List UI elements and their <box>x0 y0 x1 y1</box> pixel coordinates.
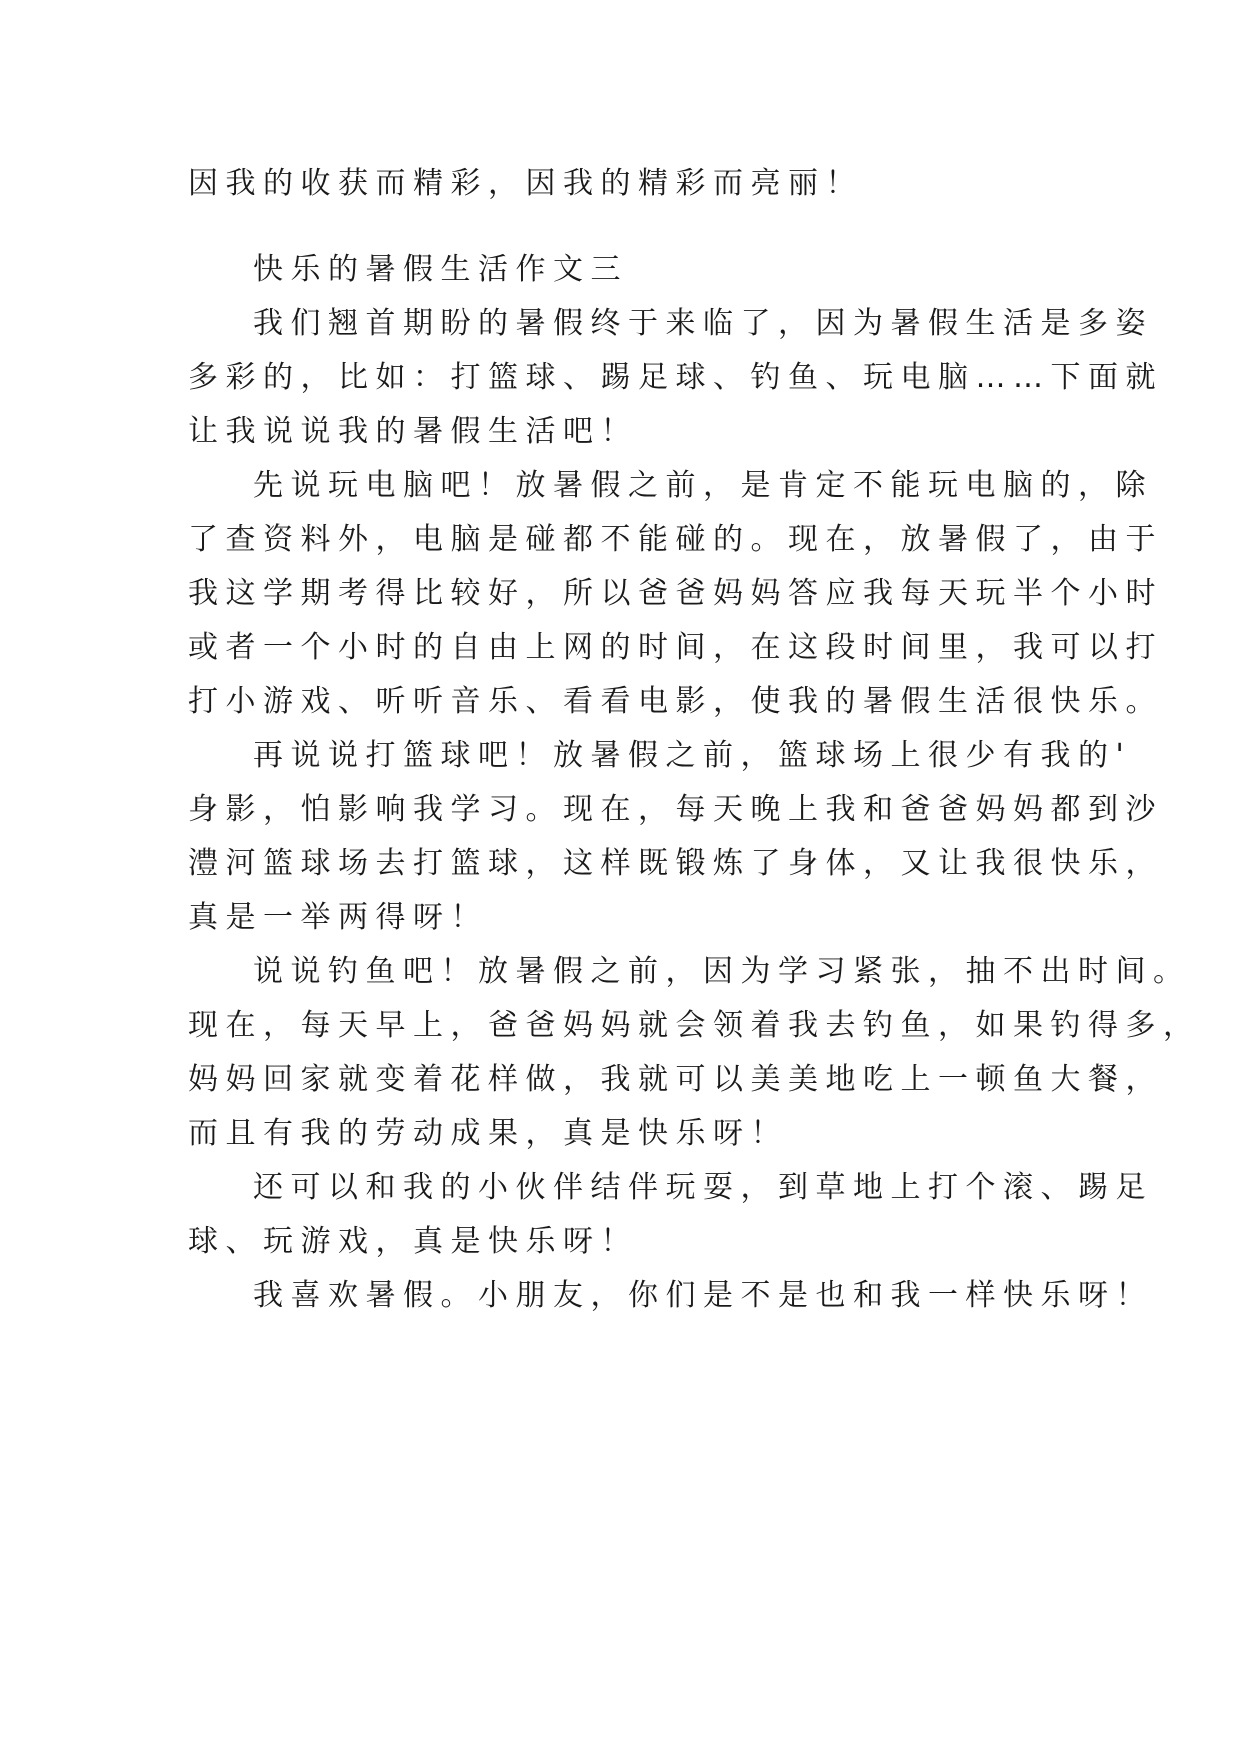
paragraph-5-line-2: 球、玩游戏，真是快乐呀！ <box>188 1224 638 1259</box>
essay-title: 快乐的暑假生活作文三 <box>253 252 628 287</box>
paragraph-3-line-2: 身影，怕影响我学习。现在，每天晚上我和爸爸妈妈都到沙 <box>188 792 1163 827</box>
paragraph-1-line-2: 多彩的，比如：打篮球、踢足球、钓鱼、玩电脑……下面就 <box>188 360 1163 395</box>
paragraph-1-line-1: 我们翘首期盼的暑假终于来临了，因为暑假生活是多姿 <box>253 306 1153 341</box>
text-line-closing: 因我的收获而精彩，因我的精彩而亮丽！ <box>188 166 863 201</box>
paragraph-2-line-1: 先说玩电脑吧！放暑假之前，是肯定不能玩电脑的，除 <box>253 468 1153 503</box>
paragraph-5-line-1: 还可以和我的小伙伴结伴玩耍，到草地上打个滚、踢足 <box>253 1170 1153 1205</box>
paragraph-4-line-3: 妈妈回家就变着花样做，我就可以美美地吃上一顿鱼大餐， <box>188 1062 1163 1097</box>
paragraph-2-line-5: 打小游戏、听听音乐、看看电影，使我的暑假生活很快乐。 <box>188 684 1163 719</box>
paragraph-3-line-1: 再说说打篮球吧！放暑假之前，篮球场上很少有我的' <box>253 738 1132 773</box>
paragraph-3-line-4: 真是一举两得呀！ <box>188 900 488 935</box>
paragraph-3-line-3: 澧河篮球场去打篮球，这样既锻炼了身体，又让我很快乐， <box>188 846 1163 881</box>
paragraph-4-line-1: 说说钓鱼吧！放暑假之前，因为学习紧张，抽不出时间。 <box>253 954 1191 989</box>
paragraph-4-line-4: 而且有我的劳动成果，真是快乐呀！ <box>188 1116 788 1151</box>
paragraph-2-line-3: 我这学期考得比较好，所以爸爸妈妈答应我每天玩半个小时 <box>188 576 1163 611</box>
paragraph-2-line-2: 了查资料外，电脑是碰都不能碰的。现在，放暑假了，由于 <box>188 522 1163 557</box>
paragraph-6-line-1: 我喜欢暑假。小朋友，你们是不是也和我一样快乐呀！ <box>253 1278 1153 1313</box>
paragraph-1-line-3: 让我说说我的暑假生活吧！ <box>188 414 638 449</box>
paragraph-4-line-2: 现在，每天早上，爸爸妈妈就会领着我去钓鱼，如果钓得多， <box>188 1008 1201 1043</box>
paragraph-2-line-4: 或者一个小时的自由上网的时间，在这段时间里，我可以打 <box>188 630 1163 665</box>
